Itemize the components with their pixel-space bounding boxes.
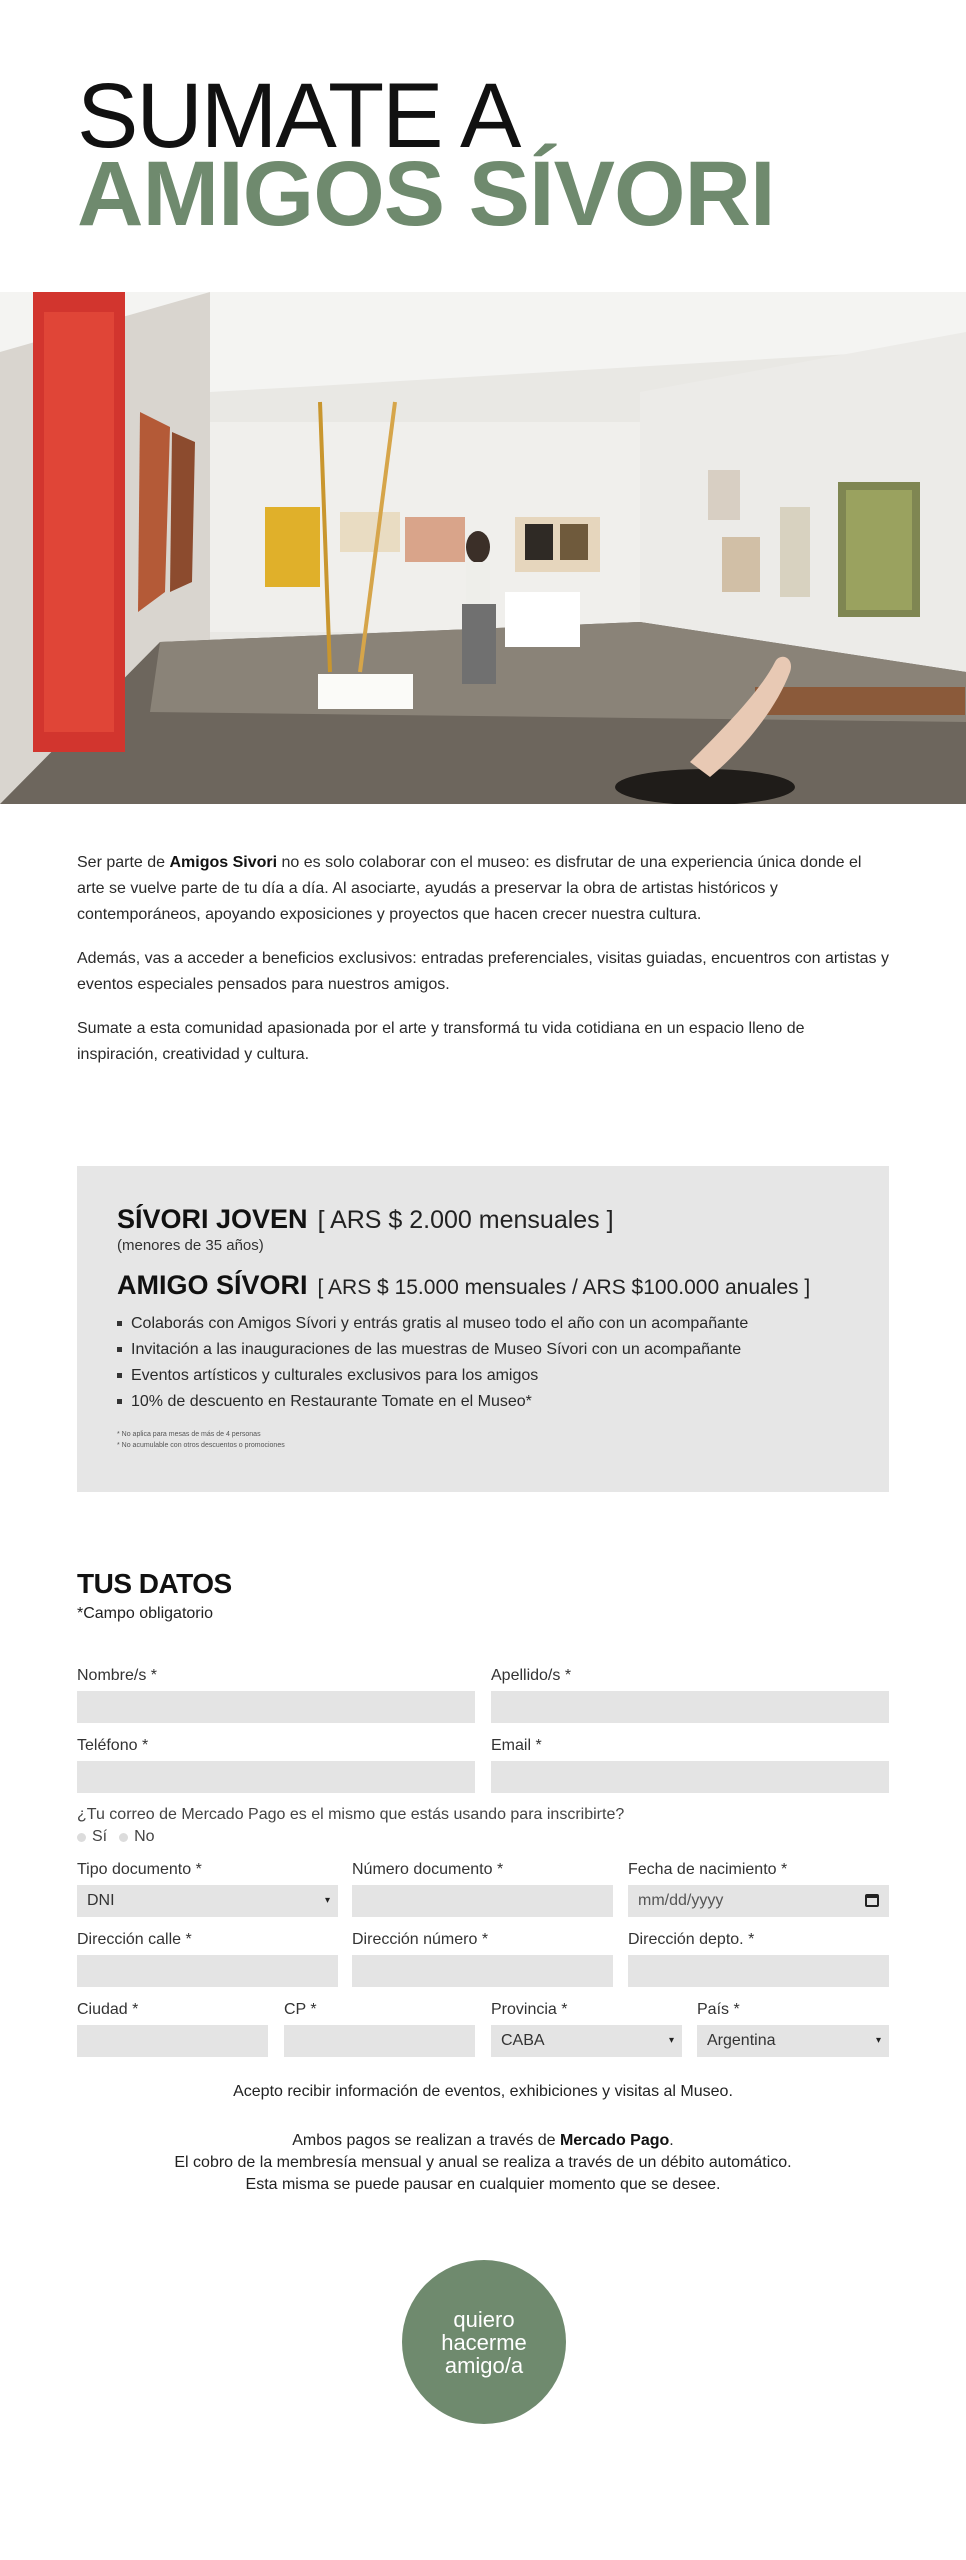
- provincia-label: Provincia *: [491, 2001, 568, 2018]
- join-button[interactable]: [402, 2260, 566, 2424]
- intro-p1-pre: Ser parte de: [77, 854, 170, 871]
- plan-amigo-name: AMIGO SÍVORI: [117, 1270, 308, 1300]
- intro-paragraph-1: [77, 850, 889, 928]
- fecha-nac-field-group: [628, 1861, 889, 1917]
- benefit-item: 10% de descuento en Restaurante Tomate en el Museo*: [117, 1389, 849, 1415]
- cp-label: CP *: [284, 2001, 317, 2018]
- plan-joven-note: (menores de 35 años): [117, 1237, 264, 1254]
- pay-strong: Mercado Pago: [559, 2132, 670, 2149]
- telefono-field-group: [77, 1737, 475, 1793]
- nombre-input[interactable]: [77, 1691, 475, 1723]
- benefit-item: Eventos artísticos y culturales exclusivos para los amigos: [117, 1363, 849, 1389]
- benefit-item: Invitación a las inauguraciones de las muestras de Museo Sívori con un acompañante: [117, 1337, 849, 1363]
- calle-label: Dirección calle *: [77, 1931, 192, 1948]
- numero-doc-field-group: [352, 1861, 613, 1917]
- benefits-list: [117, 1311, 849, 1415]
- pais-label: País *: [697, 2001, 740, 2018]
- plan-joven-price: [ ARS $ 2.000 mensuales ]: [317, 1206, 614, 1234]
- mercadopago-options: [77, 1828, 155, 1846]
- numero-dir-label: Dirección número *: [352, 1931, 489, 1948]
- payment-line-3: Esta misma se puede pausar en cualquier momento que se desee.: [245, 2176, 721, 2193]
- nombre-label: Nombre/s *: [77, 1667, 158, 1684]
- pais-field-group: [697, 2001, 889, 2057]
- gallery-hero-image: [0, 292, 966, 804]
- footnote-1: * No aplica para mesas de más de 4 personas: [117, 1431, 261, 1438]
- membership-plans-panel: [77, 1166, 889, 1492]
- accept-info-text[interactable]: Acepto recibir información de eventos, exhibiciones y visitas al Museo.: [233, 2083, 733, 2100]
- pay-pre: Ambos pagos se realizan a través de: [292, 2132, 560, 2149]
- intro-paragraph-3: Sumate a esta comunidad apasionada por el arte y transformá tu vida cotidiana en un espacio lleno de inspiración, creatividad y cultura.: [77, 1020, 805, 1063]
- radio-yes-label[interactable]: Sí: [92, 1828, 108, 1845]
- cp-field-group: [284, 2001, 475, 2057]
- select-caret-icon: ▾: [668, 2035, 674, 2046]
- email-label: Email *: [491, 1737, 542, 1754]
- pais-select[interactable]: [697, 2025, 889, 2057]
- mercadopago-question: ¿Tu correo de Mercado Pago es el mismo que estás usando para inscribirte?: [77, 1806, 625, 1823]
- plan-joven-name: SÍVORI JOVEN: [117, 1204, 308, 1234]
- payment-line-1: [0, 2130, 966, 2152]
- fecha-placeholder: mm/dd/yyyy: [638, 1892, 724, 1909]
- telefono-input[interactable]: [77, 1761, 475, 1793]
- cp-input[interactable]: [284, 2025, 475, 2057]
- provincia-select[interactable]: [491, 2025, 682, 2057]
- plan-joven: [117, 1204, 849, 1235]
- page-title-line2: AMIGOS SÍVORI: [77, 143, 775, 245]
- calle-input[interactable]: [77, 1955, 338, 1987]
- numero-doc-label: Número documento *: [352, 1861, 504, 1878]
- plan-amigo-price: [ ARS $ 15.000 mensuales / ARS $100.000 anuales ]: [317, 1276, 811, 1299]
- apellido-label: Apellido/s *: [491, 1667, 572, 1684]
- join-button-label: quiero hacerme amigo/a: [441, 2306, 527, 2378]
- calendar-icon[interactable]: [865, 1894, 879, 1907]
- numero-doc-input[interactable]: [352, 1885, 613, 1917]
- numero-dir-field-group: [352, 1931, 613, 1987]
- pais-value: Argentina: [707, 2032, 776, 2049]
- tipo-doc-label: Tipo documento *: [77, 1861, 202, 1878]
- benefit-item: Colaborás con Amigos Sívori y entrás gratis al museo todo el año con un acompañante: [117, 1311, 849, 1337]
- tipo-doc-field-group: [77, 1861, 338, 1917]
- form-title: TUS DATOS: [77, 1568, 232, 1599]
- radio-no-icon[interactable]: [119, 1833, 128, 1842]
- select-caret-icon: ▾: [875, 2035, 881, 2046]
- depto-input[interactable]: [628, 1955, 889, 1987]
- intro-p1-strong: Amigos Sivori: [169, 854, 278, 871]
- depto-field-group: [628, 1931, 889, 1987]
- email-field-group: [491, 1737, 889, 1793]
- required-note: *Campo obligatorio: [77, 1605, 214, 1622]
- intro-text: [77, 850, 889, 1086]
- tipo-doc-value: DNI: [87, 1892, 115, 1909]
- radio-no-label[interactable]: No: [134, 1828, 155, 1845]
- intro-paragraph-2: Además, vas a acceder a beneficios exclusivos: entradas preferenciales, visitas guiadas, encuentros con artistas y eventos especiales pensados para nuestros amigos.: [77, 950, 889, 993]
- depto-label: Dirección depto. *: [628, 1931, 755, 1948]
- fecha-nac-input[interactable]: [628, 1885, 889, 1917]
- payment-line-2: El cobro de la membresía mensual y anual se realiza a través de un débito automático.: [174, 2154, 792, 2171]
- plan-amigo: [117, 1270, 849, 1301]
- calle-field-group: [77, 1931, 338, 1987]
- footnotes: [117, 1429, 849, 1451]
- intro-p1-post: no es solo colaborar con el museo: es disfrutar de una experiencia única donde el arte se vuelve parte de tu día a día. Al asociarte, ayudás a preservar la obra de artistas históricos y contemporáneos, apoyando exposiciones y proyectos que hacen crecer nuestra cultura.: [77, 854, 862, 923]
- tipo-doc-select[interactable]: [77, 1885, 338, 1917]
- ciudad-label: Ciudad *: [77, 2001, 139, 2018]
- radio-yes-icon[interactable]: [77, 1833, 86, 1842]
- email-input[interactable]: [491, 1761, 889, 1793]
- payment-info: [0, 2130, 966, 2196]
- telefono-label: Teléfono *: [77, 1737, 149, 1754]
- pay-post: .: [669, 2132, 674, 2149]
- numero-dir-input[interactable]: [352, 1955, 613, 1987]
- ciudad-field-group: [77, 2001, 268, 2057]
- apellido-input[interactable]: [491, 1691, 889, 1723]
- provincia-value: CABA: [501, 2032, 545, 2049]
- nombre-field-group: [77, 1667, 475, 1723]
- provincia-field-group: [491, 2001, 682, 2057]
- ciudad-input[interactable]: [77, 2025, 268, 2057]
- page-title-line1: SUMATE A: [77, 65, 520, 167]
- footnote-2: * No acumulable con otros descuentos o promociones: [117, 1442, 285, 1449]
- fecha-nac-label: Fecha de nacimiento *: [628, 1861, 788, 1878]
- apellido-field-group: [491, 1667, 889, 1723]
- select-caret-icon: ▾: [324, 1895, 330, 1906]
